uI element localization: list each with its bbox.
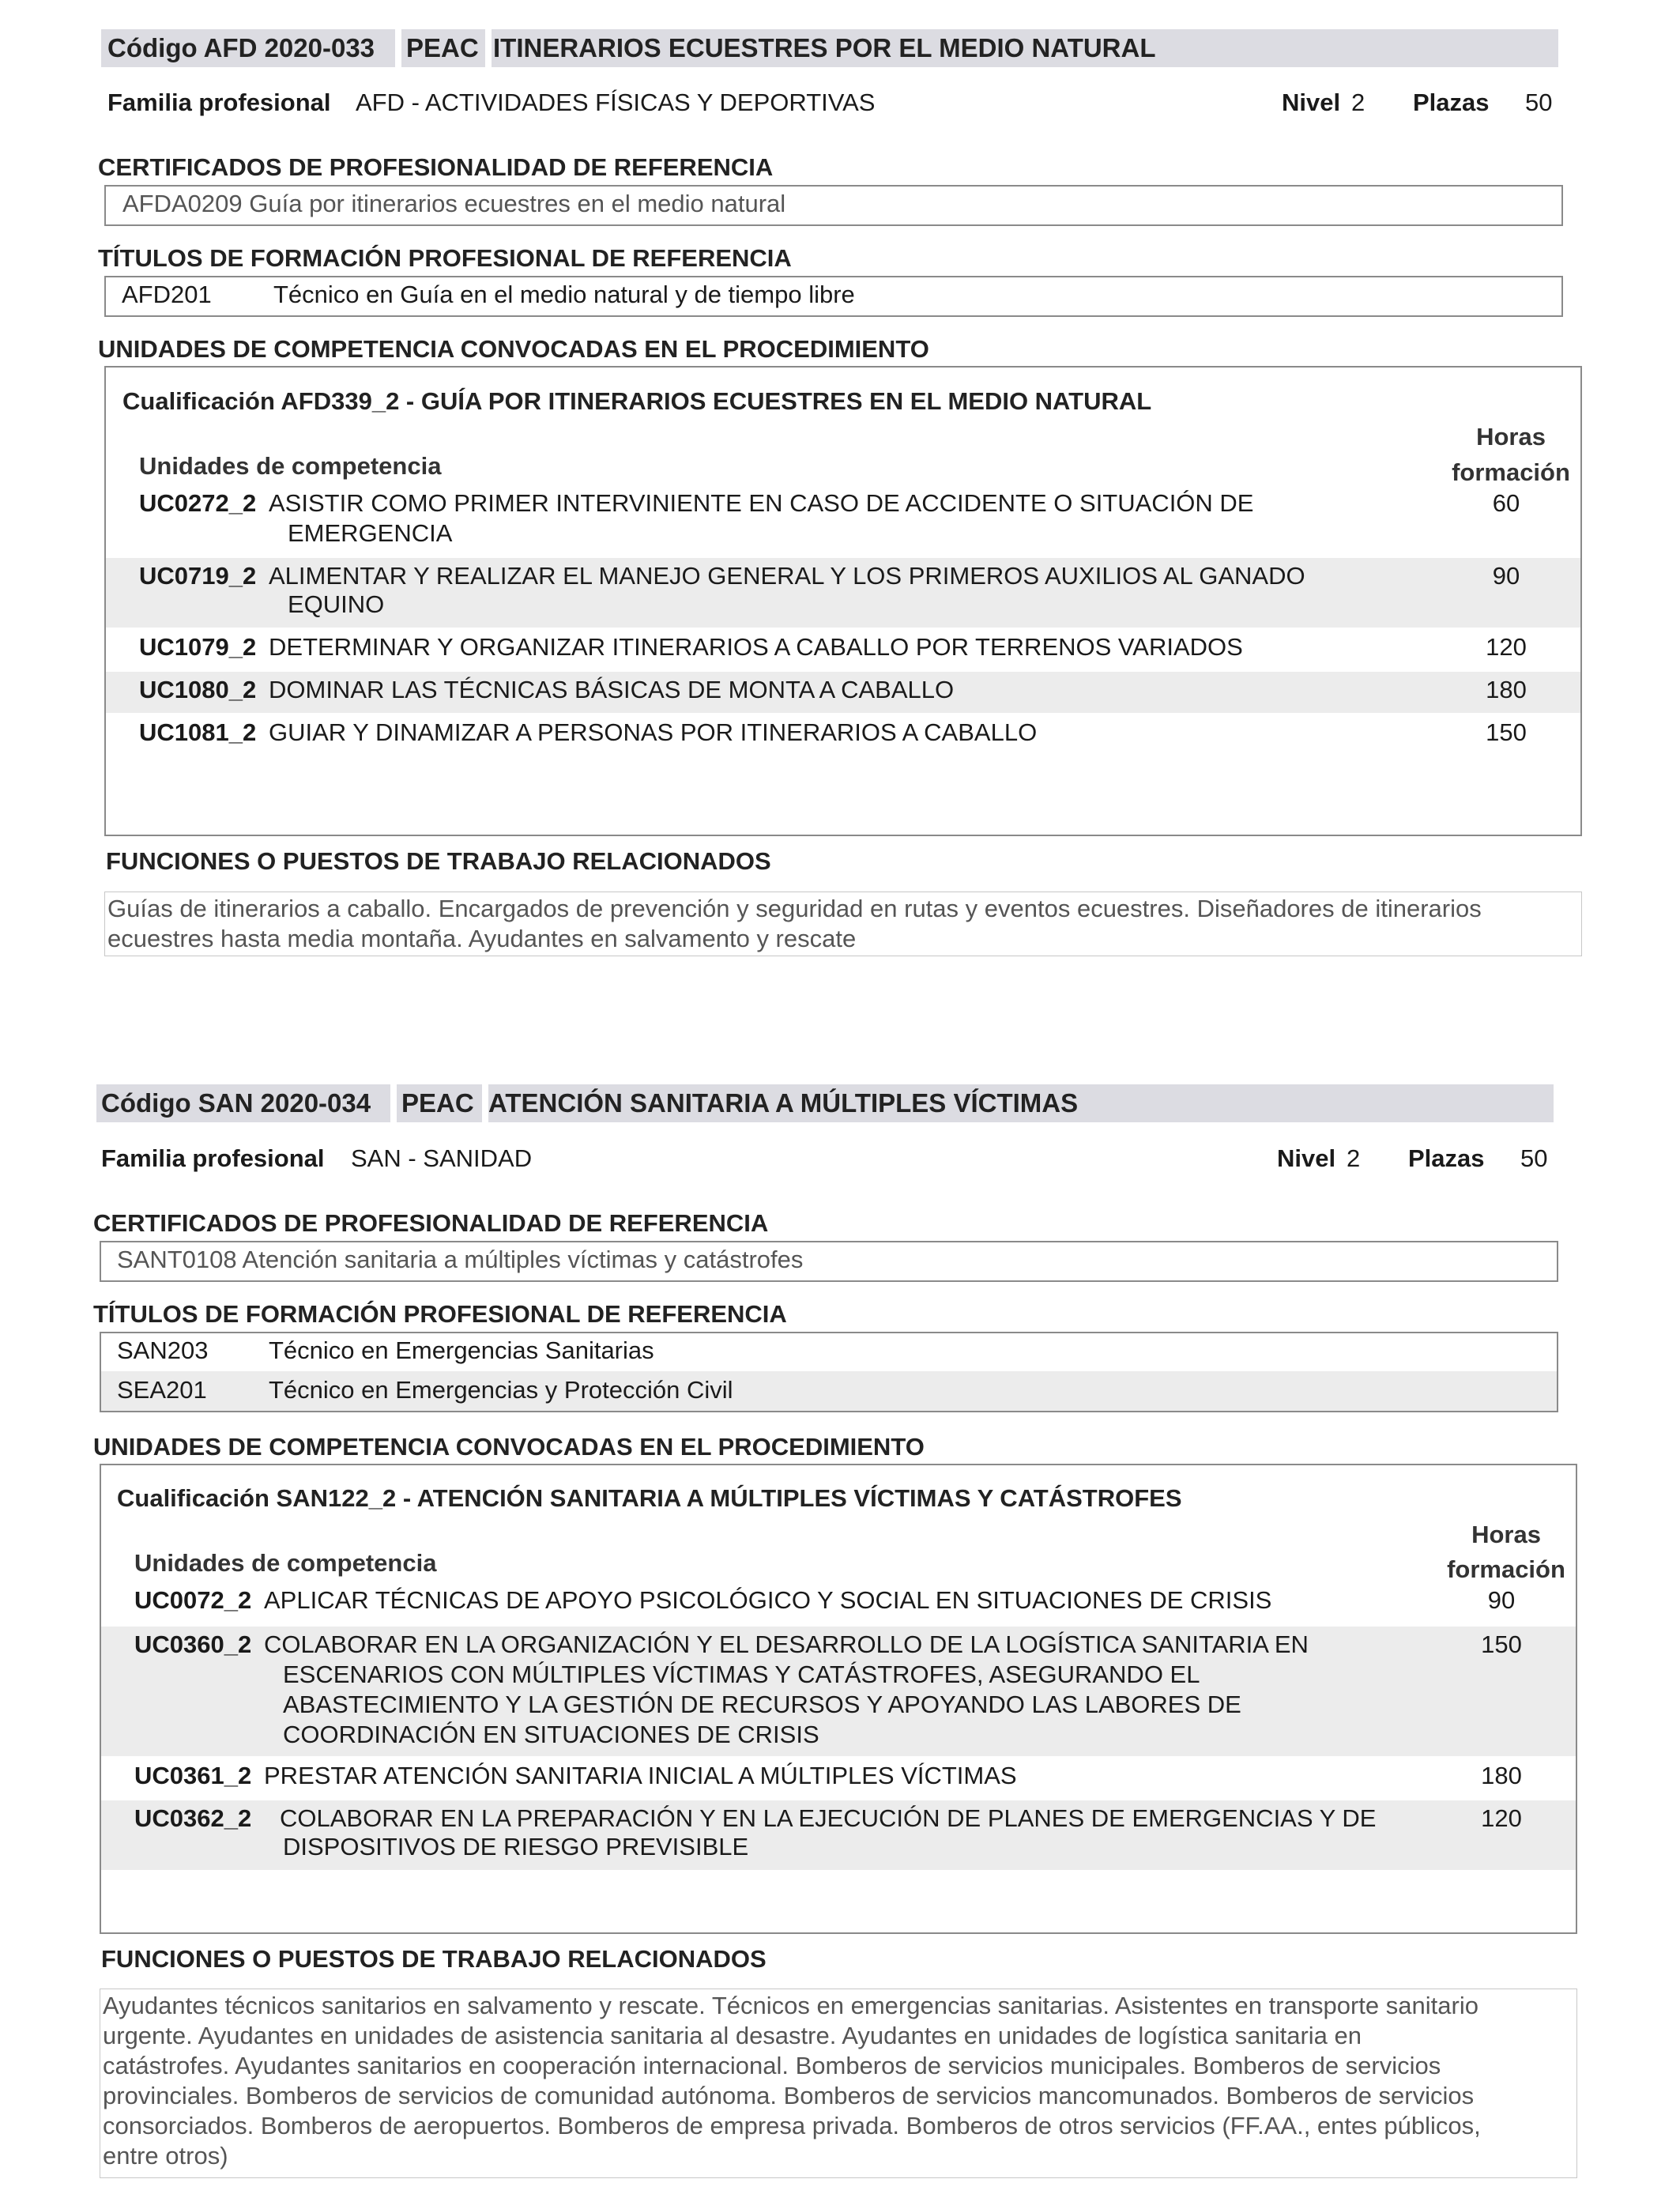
- titulo-code: AFD201: [122, 281, 212, 308]
- program-title: ATENCIÓN SANITARIA A MÚLTIPLES VÍCTIMAS: [488, 1088, 1079, 1118]
- certificados-title: CERTIFICADOS DE PROFESIONALIDAD DE REFERENCIA: [93, 1209, 769, 1237]
- uc-description-cont: EMERGENCIA: [288, 519, 453, 547]
- certificado-value: SANT0108 Atención sanitaria a múltiples víctimas y catástrofes: [117, 1246, 804, 1273]
- horas-header: Horas: [1471, 1521, 1541, 1548]
- uc-code: UC0719_2: [139, 562, 257, 590]
- uc-code: UC0362_2: [134, 1804, 252, 1832]
- titulo-row: [101, 1371, 1557, 1411]
- horas-header: Horas: [1476, 423, 1546, 450]
- titulo-name: Técnico en Emergencias y Protección Civil: [269, 1376, 733, 1404]
- cualificacion-title: Cualificación AFD339_2 - GUÍA POR ITINERARIOS ECUESTRES EN EL MEDIO NATURAL: [122, 387, 1152, 415]
- uc-description: COLABORAR EN LA PREPARACIÓN Y EN LA EJECUCIÓN DE PLANES DE EMERGENCIAS Y DE: [280, 1804, 1377, 1832]
- header-divider: [482, 1084, 488, 1122]
- program-code: Código SAN 2020-034: [101, 1088, 371, 1118]
- uc-description-cont: DISPOSITIVOS DE RIESGO PREVISIBLE: [283, 1833, 749, 1860]
- uc-hours: 180: [1481, 1762, 1522, 1789]
- funciones-line: Guías de itinerarios a caballo. Encargados de prevención y seguridad en rutas y eventos ecuestres. Diseñadores de itinerarios: [107, 895, 1482, 922]
- uc-description: ASISTIR COMO PRIMER INTERVINIENTE EN CASO DE ACCIDENTE O SITUACIÓN DE: [269, 489, 1254, 517]
- funciones-line: provinciales. Bomberos de servicios de comunidad autónoma. Bomberos de servicios mancomunados. Bomberos de servicios: [103, 2082, 1475, 2109]
- nivel-label: Nivel: [1277, 1144, 1336, 1172]
- familia-label: Familia profesional: [107, 89, 331, 116]
- uc-description: GUIAR Y DINAMIZAR A PERSONAS POR ITINERARIOS A CABALLO: [269, 718, 1038, 746]
- uc-column-header: Unidades de competencia: [134, 1549, 437, 1577]
- plazas-value: 50: [1525, 89, 1553, 116]
- plazas-label: Plazas: [1413, 89, 1490, 116]
- uc-code: UC0361_2: [134, 1762, 252, 1789]
- uc-row: [106, 714, 1580, 756]
- uc-code: UC1081_2: [139, 718, 257, 746]
- uc-hours: 150: [1481, 1630, 1522, 1658]
- uc-code: UC0072_2: [134, 1586, 252, 1614]
- header-divider: [395, 29, 401, 67]
- funciones-title: FUNCIONES O PUESTOS DE TRABAJO RELACIONADOS: [101, 1945, 767, 1973]
- uc-hours: 150: [1486, 718, 1527, 746]
- peac-label: PEAC: [401, 1088, 474, 1118]
- certificado-value: AFDA0209 Guía por itinerarios ecuestres en el medio natural: [122, 190, 786, 217]
- funciones-line: ecuestres hasta media montaña. Ayudantes en salvamento y rescate: [107, 925, 857, 952]
- uc-hours: 90: [1487, 1586, 1516, 1614]
- titulos-title: TÍTULOS DE FORMACIÓN PROFESIONAL DE REFERENCIA: [98, 244, 792, 272]
- titulo-name: Técnico en Emergencias Sanitarias: [269, 1336, 654, 1364]
- uc-row: [101, 1800, 1576, 1870]
- titulo-row: [106, 276, 1561, 314]
- uc-column-header: Unidades de competencia: [139, 452, 442, 480]
- uc-description-cont: ABASTECIMIENTO Y LA GESTIÓN DE RECURSOS Y APOYANDO LAS LABORES DE: [283, 1691, 1241, 1718]
- titulo-row: [101, 1332, 1557, 1370]
- uc-hours: 120: [1481, 1804, 1522, 1832]
- titulos-title: TÍTULOS DE FORMACIÓN PROFESIONAL DE REFERENCIA: [93, 1300, 787, 1328]
- uc-description: PRESTAR ATENCIÓN SANITARIA INICIAL A MÚLTIPLES VÍCTIMAS: [264, 1762, 1017, 1789]
- uc-code: UC1080_2: [139, 676, 257, 703]
- funciones-title: FUNCIONES O PUESTOS DE TRABAJO RELACIONADOS: [106, 847, 771, 875]
- uc-code: UC1079_2: [139, 633, 257, 661]
- program-title: ITINERARIOS ECUESTRES POR EL MEDIO NATURAL: [493, 33, 1156, 62]
- uc-description-cont: EQUINO: [288, 590, 385, 618]
- uc-hours: 180: [1486, 676, 1527, 703]
- uc-hours: 90: [1492, 562, 1520, 590]
- uc-description-cont: ESCENARIOS CON MÚLTIPLES VÍCTIMAS Y CATÁSTROFES, ASEGURANDO EL: [283, 1661, 1200, 1688]
- plazas-label: Plazas: [1408, 1144, 1485, 1172]
- funciones-line: urgente. Ayudantes en unidades de asistencia sanitaria al desastre. Ayudantes en unidades de logística sanitaria en: [103, 2022, 1362, 2049]
- uc-description-cont: COORDINACIÓN EN SITUACIONES DE CRISIS: [283, 1721, 819, 1748]
- uc-row: [101, 1758, 1576, 1799]
- header-divider: [485, 29, 492, 67]
- funciones-line: catástrofes. Ayudantes sanitarios en cooperación internacional. Bomberos de servicios municipales. Bomberos de servicios: [103, 2052, 1441, 2079]
- uc-row: [106, 629, 1580, 670]
- uc-description: DOMINAR LAS TÉCNICAS BÁSICAS DE MONTA A CABALLO: [269, 676, 955, 703]
- unidades-title: UNIDADES DE COMPETENCIA CONVOCADAS EN EL PROCEDIMIENTO: [98, 335, 929, 363]
- titulo-name: Técnico en Guía en el medio natural y de tiempo libre: [273, 281, 855, 308]
- uc-row: [106, 558, 1580, 628]
- familia-value: SAN - SANIDAD: [351, 1144, 533, 1172]
- cualificacion-title: Cualificación SAN122_2 - ATENCIÓN SANITARIA A MÚLTIPLES VÍCTIMAS Y CATÁSTROFES: [117, 1484, 1182, 1512]
- uc-code: UC0272_2: [139, 489, 257, 517]
- header-divider: [390, 1084, 397, 1122]
- program-code: Código AFD 2020-033: [107, 33, 375, 62]
- funciones-line: consorciados. Bomberos de aeropuertos. Bomberos de empresa privada. Bomberos de otros servicios (FF.AA., entes públicos,: [103, 2112, 1481, 2139]
- uc-row: [101, 1585, 1576, 1627]
- uc-hours: 60: [1492, 489, 1520, 517]
- uc-row: [106, 672, 1580, 713]
- certificados-title: CERTIFICADOS DE PROFESIONALIDAD DE REFERENCIA: [98, 153, 774, 181]
- nivel-value: 2: [1351, 89, 1365, 116]
- funciones-line: Ayudantes técnicos sanitarios en salvamento y rescate. Técnicos en emergencias sanitarias. Asistentes en transporte sanitario: [103, 1992, 1478, 2019]
- uc-hours: 120: [1486, 633, 1527, 661]
- uc-description: DETERMINAR Y ORGANIZAR ITINERARIOS A CABALLO POR TERRENOS VARIADOS: [269, 633, 1243, 661]
- nivel-label: Nivel: [1282, 89, 1341, 116]
- titulo-code: SAN203: [117, 1336, 209, 1364]
- formacion-header: formación: [1452, 458, 1570, 486]
- uc-description: ALIMENTAR Y REALIZAR EL MANEJO GENERAL Y LOS PRIMEROS AUXILIOS AL GANADO: [269, 562, 1305, 590]
- uc-description: COLABORAR EN LA ORGANIZACIÓN Y EL DESARROLLO DE LA LOGÍSTICA SANITARIA EN: [264, 1630, 1309, 1658]
- formacion-header: formación: [1447, 1555, 1565, 1583]
- funciones-line: entre otros): [103, 2142, 228, 2169]
- plazas-value: 50: [1520, 1144, 1548, 1172]
- nivel-value: 2: [1347, 1144, 1361, 1172]
- uc-row: [106, 488, 1580, 558]
- uc-row: [101, 1627, 1576, 1756]
- familia-value: AFD - ACTIVIDADES FÍSICAS Y DEPORTIVAS: [356, 89, 876, 116]
- unidades-title: UNIDADES DE COMPETENCIA CONVOCADAS EN EL PROCEDIMIENTO: [93, 1433, 925, 1461]
- uc-code: UC0360_2: [134, 1630, 252, 1658]
- peac-label: PEAC: [406, 33, 479, 62]
- titulo-code: SEA201: [117, 1376, 207, 1404]
- familia-label: Familia profesional: [101, 1144, 325, 1172]
- uc-description: APLICAR TÉCNICAS DE APOYO PSICOLÓGICO Y SOCIAL EN SITUACIONES DE CRISIS: [264, 1586, 1272, 1614]
